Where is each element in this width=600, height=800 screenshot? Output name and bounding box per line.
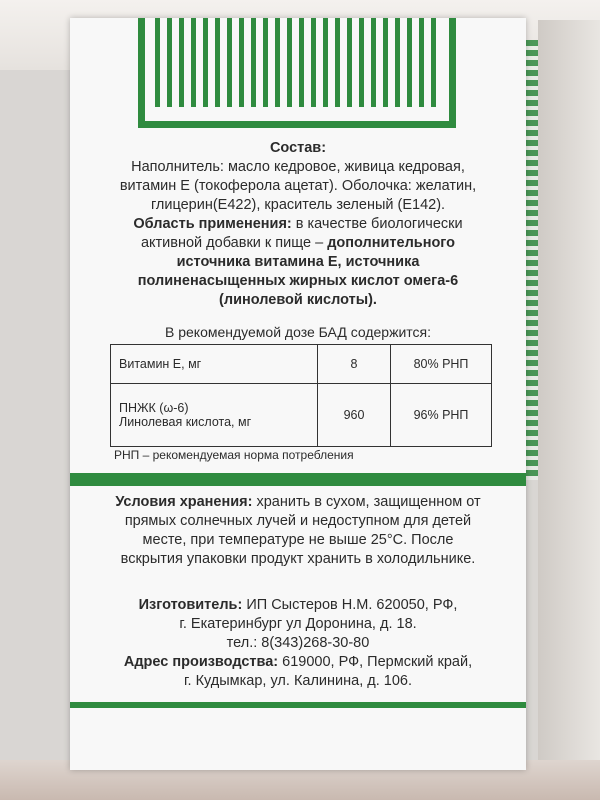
nutrition-table bbox=[110, 344, 492, 447]
nutrient-name-cell bbox=[111, 384, 318, 447]
nutrient-value: 960 bbox=[318, 384, 391, 447]
rnp-note: РНП – рекомендуемая норма потребления bbox=[114, 448, 354, 462]
bottom-green-line bbox=[70, 702, 526, 708]
application-line: (линолевой кислоты). bbox=[219, 292, 377, 308]
application-label: Область применения: bbox=[133, 216, 292, 232]
nutrient-name: Витамин Е, мг bbox=[111, 345, 318, 384]
storage-line: прямых солнечных лучей и недоступном для детей bbox=[124, 513, 472, 529]
composition-section bbox=[70, 139, 526, 310]
composition-line: витамин Е (токоферола ацетат). Оболочка: желатин, bbox=[119, 178, 477, 194]
manufacturer-phone: тел.: 8(343)268-30-80 bbox=[226, 635, 370, 651]
package-back-panel bbox=[70, 18, 526, 770]
green-band bbox=[70, 473, 526, 486]
nutrient-name: ПНЖК (ω-6) bbox=[119, 401, 189, 415]
application-line: Область применения: в качестве биологически bbox=[133, 216, 463, 232]
manufacturer-label: Изготовитель: bbox=[138, 597, 243, 613]
nutrient-subname: Линолевая кислота, мг bbox=[119, 415, 252, 429]
application-line: источника витамина Е, источника bbox=[176, 254, 420, 270]
storage-section: Условия хранения: хранить в сухом, защищенном от прямых солнечных лучей и недоступном для детей месте, при температуре не выше 25°С. После вскрытия упаковки продукт хранить в холодильнике. bbox=[70, 493, 526, 569]
table-row bbox=[111, 384, 492, 447]
production-line: г. Кудымкар, ул. Калинина, д. 106. bbox=[184, 673, 412, 689]
application-line: полиненасыщенных жирных кислот омега-6 bbox=[137, 273, 459, 289]
application-line: активной добавки к пище – дополнительного bbox=[140, 235, 456, 251]
storage-line: месте, при температуре не выше 25°С. После bbox=[142, 532, 454, 548]
decorative-stripes bbox=[138, 18, 456, 128]
dose-heading: В рекомендуемой дозе БАД содержится: bbox=[164, 324, 431, 340]
nutrient-rnp: 80% РНП bbox=[391, 345, 492, 384]
storage-line: вскрытия упаковки продукт хранить в холодильнике. bbox=[120, 551, 476, 567]
composition-line: Наполнитель: масло кедровое, живица кедровая, bbox=[131, 159, 465, 175]
package-side-stripes bbox=[524, 40, 538, 480]
manufacturer-line: г. Екатеринбург ул Доронина, д. 18. bbox=[179, 616, 417, 632]
composition-line: глицерин(Е422), краситель зеленый (Е142). bbox=[150, 197, 446, 213]
production-label: Адрес производства: bbox=[123, 654, 279, 670]
storage-label: Условия хранения: bbox=[115, 494, 253, 510]
nutrient-value: 8 bbox=[318, 345, 391, 384]
manufacturer-section: Изготовитель: ИП Сыстеров Н.М. 620050, РФ, г. Екатеринбург ул Доронина, д. 18. тел.: 8(343)268-30-80 Адрес производства: 619000, РФ, Пермский край, г. Кудымкар, ул. Калинина, д. 106. bbox=[70, 596, 526, 691]
package-side bbox=[538, 20, 600, 780]
nutrient-rnp: 96% РНП bbox=[391, 384, 492, 447]
table-row bbox=[111, 345, 492, 384]
composition-title: Состав: bbox=[269, 140, 327, 156]
